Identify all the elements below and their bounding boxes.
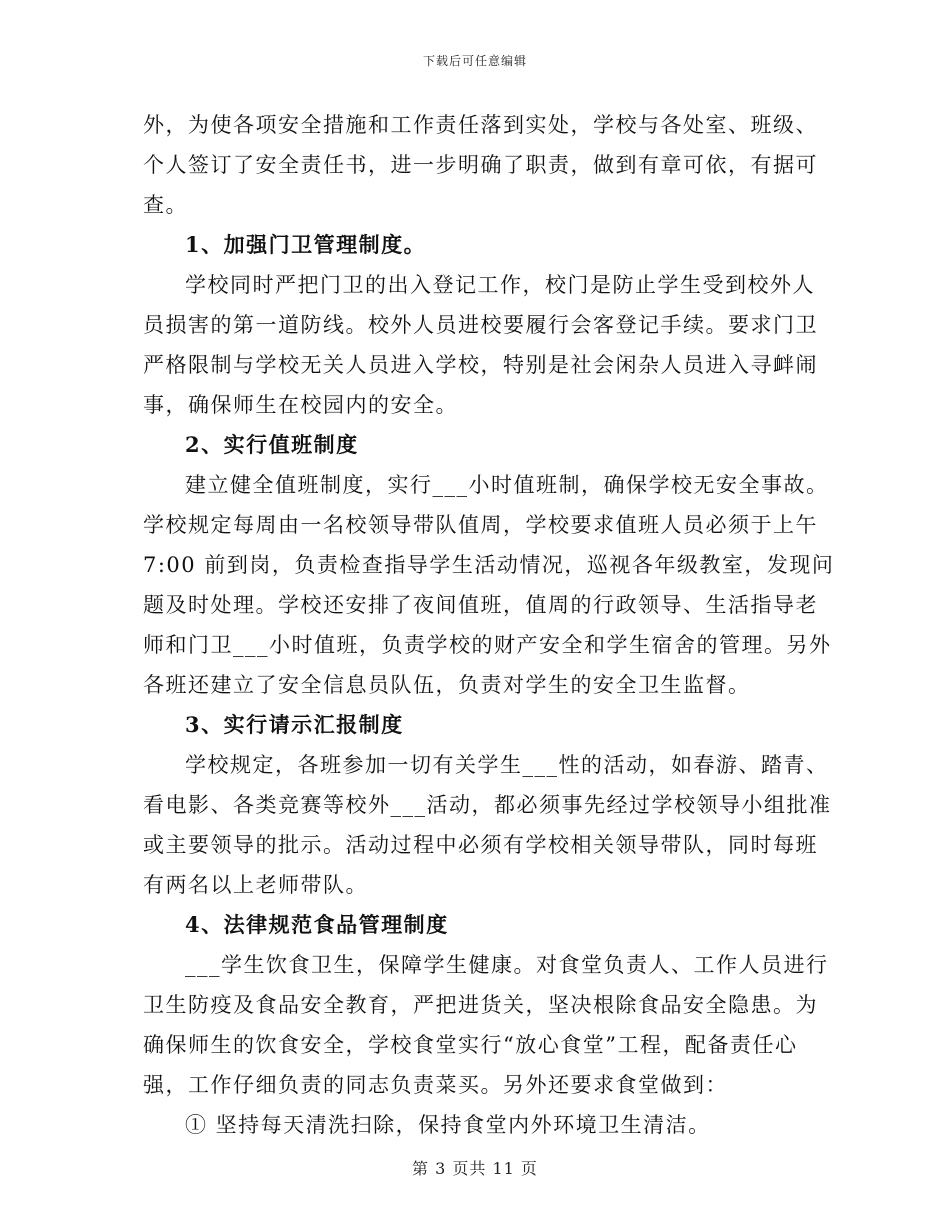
body-line: 各班还建立了安全信息员队伍，负责对学生的安全卫生监督。 [143,673,751,697]
body-line: 学校同时严把门卫的出入登记工作，校门是防止学生受到校外人 [185,273,815,297]
body-line: 看电影、各类竞赛等校外___活动，都必须事先经过学校领导小组批准 [143,793,832,817]
page-header: 下载后可任意编辑 [422,54,527,68]
body-line: 员损害的第一道防线。校外人员进校要履行会客登记手续。要求门卫 [143,313,818,337]
body-line: 确保师生的饮食安全，学校食堂实行“放心食堂”工程，配备责任心 [143,1033,798,1057]
section-heading-4: 4、法律规范食品管理制度 [185,912,449,937]
body-line: 学校规定每周由一名校领导带队值周，学校要求值班人员必须于上午 [143,513,818,537]
page-footer: 第 3 页共 11 页 [412,1159,538,1178]
body-line: 严格限制与学校无关人员进入学校，特别是社会闲杂人员进入寻衅闹 [143,353,818,377]
body-line: 学校规定，各班参加一切有关学生___性的活动，如春游、踏青、 [185,753,829,777]
body-line: 师和门卫___小时值班，负责学校的财产安全和学生宿舍的管理。另外 [143,633,832,657]
section-heading-2: 2、实行值班制度 [185,432,359,457]
body-line: 外，为使各项安全措施和工作责任落到实处，学校与各处室、班级、 [143,113,818,137]
body-line: 题及时处理。学校还安排了夜间值班，值周的行政领导、生活指导老 [143,593,818,617]
body-line: 事，确保师生在校园内的安全。 [143,393,458,417]
body-line: 建立健全值班制度，实行___小时值班制，确保学校无安全事故。 [185,473,829,497]
body-line: 或主要领导的批示。活动过程中必须有学校相关领导带队，同时每班 [143,833,818,857]
body-line: 查。 [143,193,188,217]
document-body [143,105,835,1145]
body-line: 7:00 前到岗，负责检查指导学生活动情况，巡视各年级教室，发现问 [143,553,835,577]
body-line: 卫生防疫及食品安全教育，严把进货关，坚决根除食品安全隐患。为 [143,993,818,1017]
section-heading-1: 1、加强门卫管理制度。 [185,232,427,257]
body-line: ① 坚持每天清洗扫除，保持食堂内外环境卫生清洁。 [185,1113,711,1137]
section-heading-3: 3、实行请示汇报制度 [185,712,404,737]
body-line: ___学生饮食卫生，保障学生健康。对食堂负责人、工作人员进行 [185,953,829,977]
body-line: 个人签订了安全责任书，进一步明确了职责，做到有章可依，有据可 [143,153,818,177]
body-line: 有两名以上老师带队。 [143,873,368,897]
body-line: 强，工作仔细负责的同志负责菜买。另外还要求食堂做到： [143,1073,728,1097]
